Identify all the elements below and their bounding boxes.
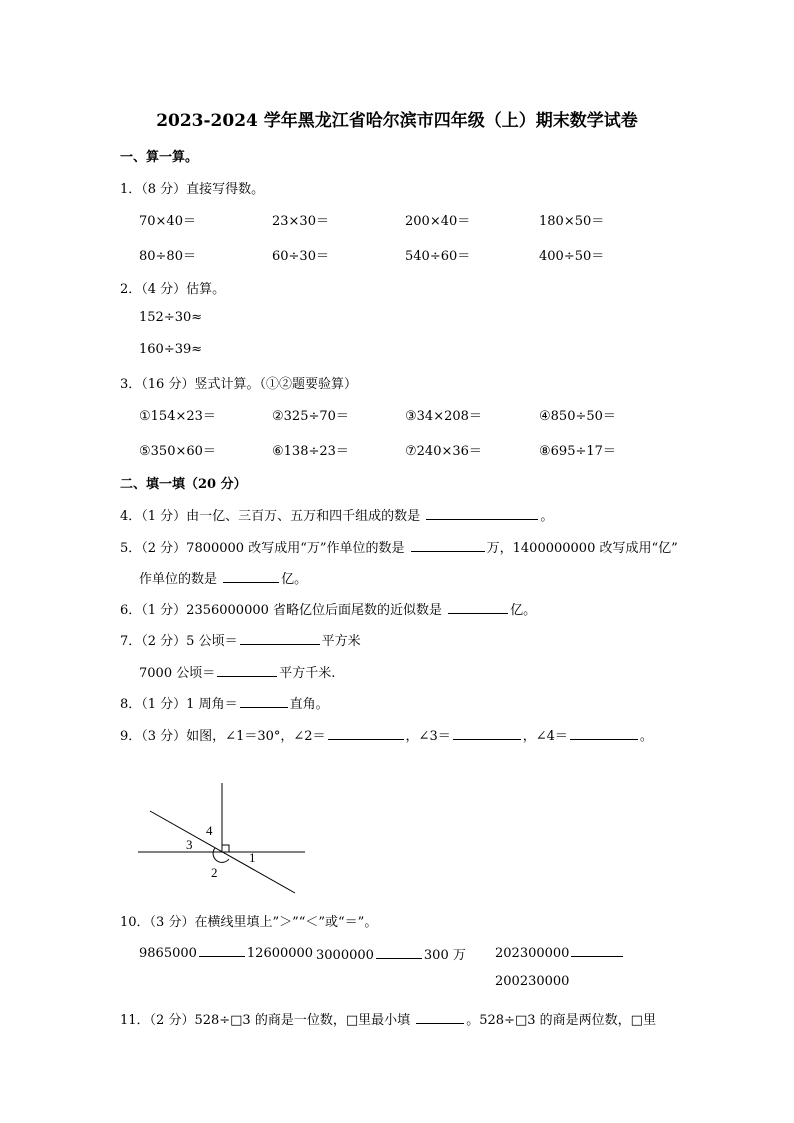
q9-text-d: 。 [639,729,653,744]
q10-left-number: 3000000 [316,948,374,963]
q3-item: ③34×208＝ [405,409,482,424]
q2-item: 160÷39≈ [139,342,203,357]
q6-text: 6．（1 分）2356000000 省略亿位后面尾数的近似数是 [120,603,443,618]
question-9 [120,725,653,744]
q1-item: 80÷80＝ [139,249,196,264]
q11-text-b: 。528÷□3 的商是两位数，□里 [466,1013,656,1028]
answer-blank[interactable] [453,727,521,740]
answer-blank[interactable] [416,1011,464,1024]
q8-text-end: 直角。 [289,697,329,712]
section-2-heading: 二、填一填（20 分） [120,477,247,492]
q5-text: 5．（2 分）7800000 改写成用“万”作单位的数是 [120,541,405,556]
q3-item: ②325÷70＝ [272,409,349,424]
q10-left-number: 202300000 [495,946,570,961]
q7-text-c: 7000 公顷＝ [139,666,216,681]
q1-item: 23×30＝ [272,214,329,229]
q9-text-c: ，∠4＝ [522,729,568,744]
q3-item: ⑤350×60＝ [139,444,216,459]
q5-text-mid: 万，1400000000 改写成用“亿” [486,541,678,556]
answer-blank[interactable] [570,727,638,740]
q1-item: 200×40＝ [405,214,471,229]
question-5-cont [139,568,307,587]
angle-label-1: 1 [249,850,256,865]
question-4 [120,505,553,524]
q10-compare-3 [495,944,625,961]
q1-item: 540÷60＝ [405,249,471,264]
q5-text-end: 亿。 [281,572,308,587]
q1-item: 400÷50＝ [539,249,605,264]
right-angle-mark [222,845,229,852]
answer-blank[interactable] [376,946,422,959]
answer-blank[interactable] [448,601,508,614]
q4-text: 4．（1 分）由一亿、三百万、五万和四千组成的数是 [120,509,421,524]
answer-blank[interactable] [411,539,485,552]
question-3-stem: 3．（16 分）竖式计算。（①②题要验算） [120,377,357,392]
q10-right-number: 300 万 [423,948,466,963]
q1-item: 70×40＝ [139,214,196,229]
q10-compare-2 [316,944,466,963]
answer-blank[interactable] [426,507,538,520]
question-6 [120,599,536,618]
q4-text-end: 。 [540,509,554,524]
q3-item: ①154×23＝ [139,409,216,424]
question-7 [120,630,361,649]
q3-item: ⑦240×36＝ [405,444,482,459]
question-1-stem: 1．（8 分）直接写得数。 [120,182,265,197]
q10-compare-1 [139,944,313,961]
q6-text-end: 亿。 [510,603,537,618]
question-11 [120,1009,656,1028]
q3-item: ⑥138÷23＝ [272,444,349,459]
question-5 [120,537,678,556]
question-8 [120,693,329,712]
q11-text: 11．（2 分）528÷□3 的商是一位数，□里最小填 [120,1013,411,1028]
section-1-heading: 一、算一算。 [120,150,199,165]
answer-blank[interactable] [240,695,288,708]
question-10-stem: 10．（3 分）在横线里填上”＞”“＜”或“＝”。 [120,915,378,930]
answer-blank[interactable] [328,727,404,740]
q7-unit-2: 平方千米. [279,666,336,681]
q10-left-number: 9865000 [139,946,197,961]
q1-item: 60÷30＝ [272,249,329,264]
question-2-stem: 2．（4 分）估算。 [120,282,226,297]
answer-blank[interactable] [571,944,623,957]
answer-blank[interactable] [199,944,245,957]
q10-right-number: 200230000 [495,974,570,989]
q5-text-c: 作单位的数是 [139,572,218,587]
answer-blank[interactable] [217,664,277,677]
q10-right-number: 12600000 [246,946,314,961]
q8-text: 8．（1 分）1 周角＝ [120,697,238,712]
q9-text-b: ，∠3＝ [405,729,451,744]
q3-item: ④850÷50＝ [539,409,616,424]
angle-figure [130,775,320,900]
angle-label-3: 3 [186,837,193,852]
q1-item: 180×50＝ [539,214,605,229]
q2-item: 152÷30≈ [139,310,203,325]
q3-item: ⑧695÷17＝ [539,444,616,459]
angle-label-2: 2 [211,865,218,880]
angle-arc [213,848,229,862]
page-title: 2023-2024 学年黑龙江省哈尔滨市四年级（上）期末数学试卷 [156,111,638,131]
answer-blank[interactable] [223,570,279,583]
answer-blank[interactable] [240,632,320,645]
angle-label-4: 4 [206,823,213,838]
question-7-cont [139,662,335,681]
q7-text: 7．（2 分）5 公顷＝ [120,634,238,649]
q9-text: 9．（3 分）如图，∠1＝30°，∠2＝ [120,729,326,744]
q7-unit: 平方米 [321,634,361,649]
